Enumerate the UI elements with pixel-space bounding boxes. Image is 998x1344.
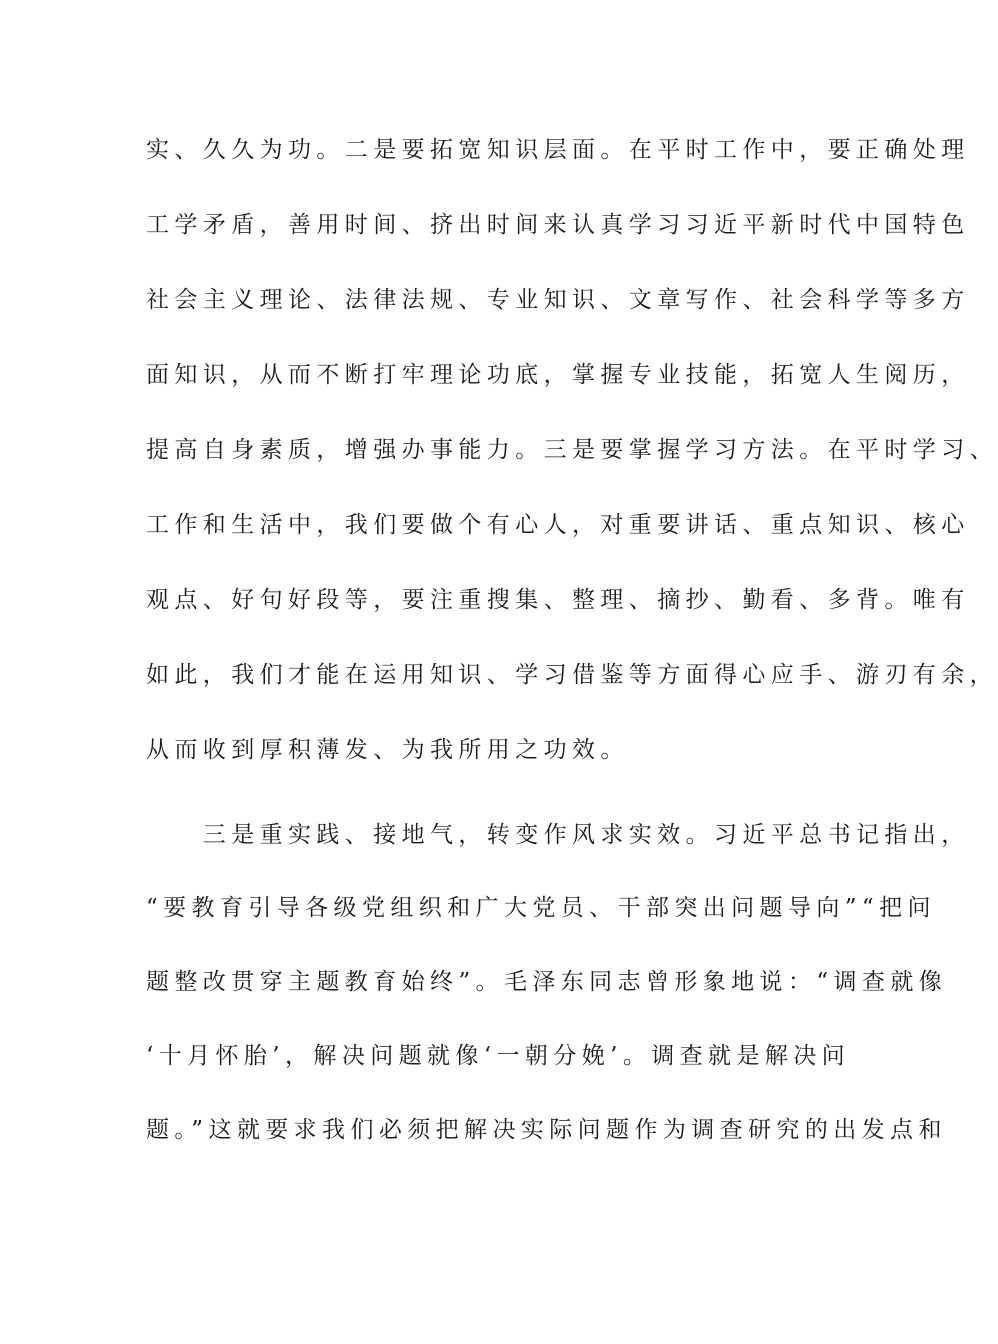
text-line: 面知识，从而不断打牢理论功底，掌握专业技能，拓宽人生阅历，: [146, 362, 970, 388]
text-line: 工学矛盾，善用时间、挤出时间来认真学习习近平新时代中国特色: [146, 212, 970, 238]
text-line: 观点、好句好段等，要注重搜集、整理、摘抄、勤看、多背。唯有: [146, 587, 970, 613]
text-line: 题整改贯穿主题教育始终”。毛泽东同志曾形象地说：“调查就像: [146, 969, 948, 995]
text-line: ‘十月怀胎’，解决问题就像‘一朝分娩’。调查就是解决问: [146, 1043, 851, 1069]
text-line: 如此，我们才能在运用知识、学习借鉴等方面得心应手、游刃有余，: [146, 662, 998, 688]
text-line: 实、久久为功。二是要拓宽知识层面。在平时工作中，要正确处理: [146, 137, 970, 163]
text-line: 从而收到厚积薄发、为我所用之功效。: [146, 737, 629, 763]
text-line: 工作和生活中，我们要做个有心人，对重要讲话、重点知识、核心: [146, 512, 970, 538]
text-line: 提高自身素质，增强办事能力。三是要掌握学习方法。在平时学习、: [146, 437, 998, 463]
text-line: 社会主义理论、法律法规、专业知识、文章写作、社会科学等多方: [146, 287, 970, 313]
paragraph-start-line: 三是重实践、接地气，转变作风求实效。习近平总书记指出，: [146, 822, 970, 848]
text-line: “要教育引导各级党组织和广大党员、干部突出问题导向”“把问: [146, 895, 936, 921]
text-line: 题。”这就要求我们必须把解决实际问题作为调查研究的出发点和: [146, 1117, 947, 1143]
